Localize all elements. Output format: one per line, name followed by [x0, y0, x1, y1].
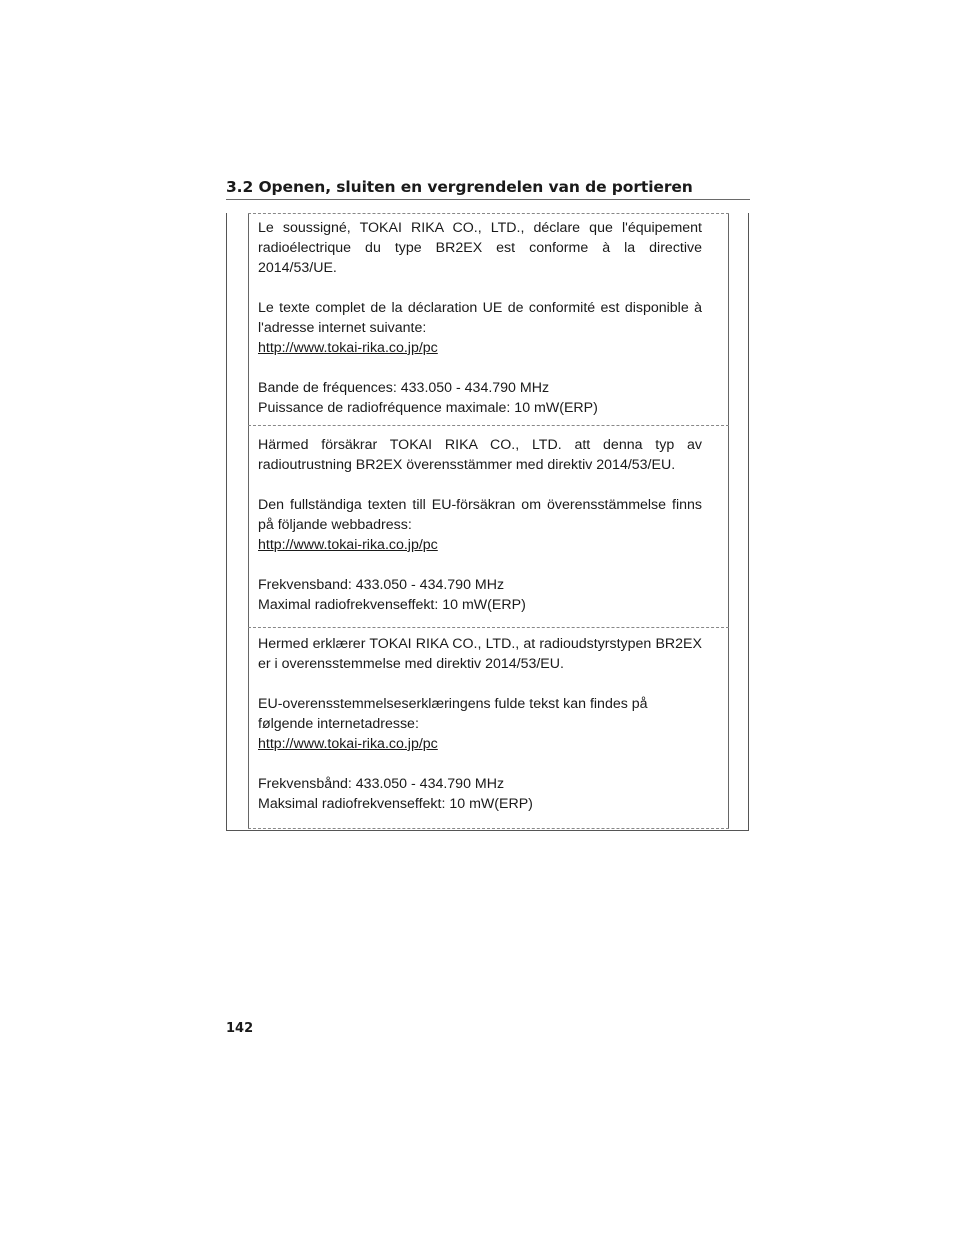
declaration-intro: Le soussigné, TOKAI RIKA CO., LTD., déclare que l'équipement radioélectrique du type BR2EX est conforme à la directive 2014/53/UE. [258, 220, 702, 276]
header-divider [226, 199, 750, 200]
frequency-band: Frekvensbånd: 433.050 - 434.790 MHz [258, 776, 505, 792]
declaration-section-fr [258, 218, 702, 418]
declaration-intro: Hermed erklærer TOKAI RIKA CO., LTD., at radioudstyrstypen BR2EX er i overensstemmelse med direktiv 2014/53/EU. [258, 636, 702, 672]
declaration-fulltext-line1: EU-overensstemmelseserklæringens fulde tekst kan findes på [258, 696, 648, 712]
max-power: Maximal radiofrekvenseffekt: 10 mW(ERP) [258, 597, 526, 613]
max-power: Puissance de radiofréquence maximale: 10 mW(ERP) [258, 400, 598, 416]
page-number: 142 [226, 1021, 254, 1036]
declaration-fulltext: Le texte complet de la déclaration UE de conformité est disponible à l'adresse internet suivante: [258, 300, 702, 336]
declaration-url-link[interactable]: http://www.tokai-rika.co.jp/pc [258, 340, 438, 356]
dashed-divider-top [248, 213, 729, 214]
max-power: Maksimal radiofrekvenseffekt: 10 mW(ERP) [258, 796, 533, 812]
dashed-divider-1 [248, 425, 729, 426]
declaration-url-link[interactable]: http://www.tokai-rika.co.jp/pc [258, 537, 438, 553]
page-header-title: 3.2 Openen, sluiten en vergrendelen van de portieren [226, 178, 693, 196]
frequency-band: Bande de fréquences: 433.050 - 434.790 MHz [258, 380, 550, 396]
declaration-section-sv [258, 435, 702, 615]
dashed-divider-2 [248, 627, 729, 628]
dashed-divider-bottom [248, 828, 729, 829]
declaration-fulltext-line2: følgende internetadresse: [258, 716, 419, 732]
frequency-band: Frekvensband: 433.050 - 434.790 MHz [258, 577, 505, 593]
declaration-url-link[interactable]: http://www.tokai-rika.co.jp/pc [258, 736, 438, 752]
declaration-section-da [258, 634, 702, 814]
declaration-fulltext: Den fullständiga texten till EU-försäkran om överensstämmelse finns på följande webbadress: [258, 497, 702, 533]
declaration-intro: Härmed försäkrar TOKAI RIKA CO., LTD. att denna typ av radioutrustning BR2EX överensstämmer med direktiv 2014/53/EU. [258, 437, 702, 473]
